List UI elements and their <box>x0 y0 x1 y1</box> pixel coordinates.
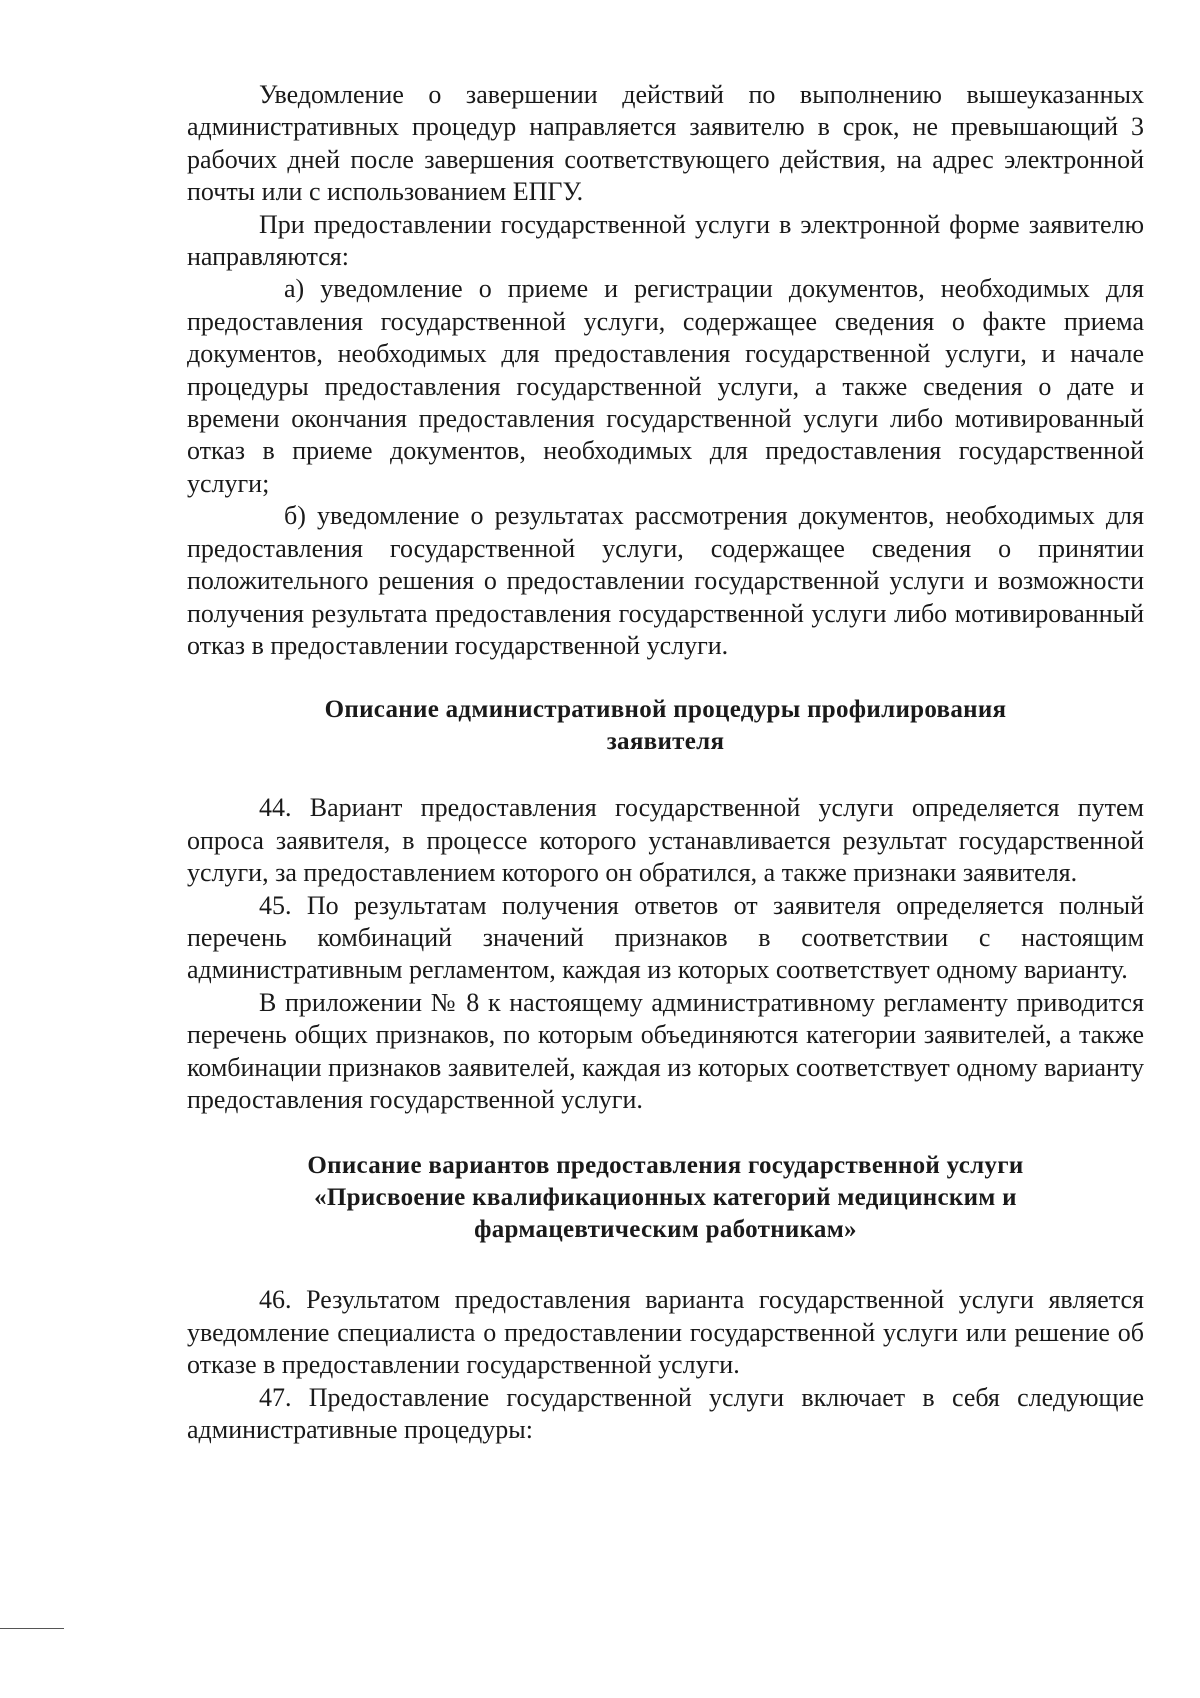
paragraph-45: 45. По результатам получения ответов от заявителя определяется полный перечень комбинаций значений признаков в соответствии с настоящим административным регламентом, каждая из которых соответствует одному варианту. <box>187 890 1144 985</box>
paragraph-appendix-8: В приложении № 8 к настоящему административному регламенту приводится перечень общих признаков, по которым объединяются категории заявителей, а также комбинации признаков заявителей, каждая из которых соответствует одному варианту предоставления государственной услуги. <box>187 987 1144 1114</box>
paragraph-47: 47. Предоставление государственной услуги включает в себя следующие административные процедуры: <box>187 1382 1144 1444</box>
document-page <box>187 79 1144 1446</box>
section-heading-variants <box>187 1150 1144 1246</box>
heading-line: «Присвоение квалификационных категорий медицинским и <box>314 1184 1017 1212</box>
paragraph-item-b: б) уведомление о результатах рассмотрения документов, необходимых для предоставления государственной услуги, содержащее сведения о принятии положительного решения о предоставлении государственной услуги и возможности получения результата предоставления государственной услуги либо мотивированный отказ в предоставлении государственной услуги. <box>187 501 1144 660</box>
paragraph-completion-notice: Уведомление о завершении действий по выполнению вышеуказанных административных процедур направляется заявителю в срок, не превышающий 3 рабочих дней после завершения соответствующего действия, на адрес электронной почты или с использованием ЕПГУ. <box>187 80 1144 207</box>
paragraph-44: 44. Вариант предоставления государственной услуги определяется путем опроса заявителя, в процессе которого устанавливается результат государственной услуги, за предоставлением которого он обратился, а также признаки заявителя. <box>187 793 1144 888</box>
heading-line: заявителя <box>606 728 725 756</box>
footnote-divider <box>0 1628 64 1629</box>
heading-line: Описание административной процедуры профилирования <box>324 696 1007 724</box>
heading-line: Описание вариантов предоставления государственной услуги <box>307 1152 1024 1180</box>
paragraph-item-a: а) уведомление о приеме и регистрации документов, необходимых для предоставления государственной услуги, содержащее сведения о факте приема документов, необходимых для предоставления государственной услуги, и начале процедуры предоставления государственной услуги, а также сведения о дате и времени окончания предоставления государственной услуги либо мотивированный отказ в приеме документов, необходимых для предоставления государственной услуги; <box>187 274 1144 498</box>
paragraph-electronic-form: При предоставлении государственной услуги в электронной форме заявителю направляются: <box>187 209 1144 272</box>
section-heading-profiling <box>187 694 1144 758</box>
paragraph-46: 46. Результатом предоставления варианта государственной услуги является уведомление специалиста о предоставлении государственной услуги или решение об отказе в предоставлении государственной услуги. <box>187 1285 1144 1380</box>
heading-line: фармацевтическим работникам» <box>474 1216 857 1244</box>
